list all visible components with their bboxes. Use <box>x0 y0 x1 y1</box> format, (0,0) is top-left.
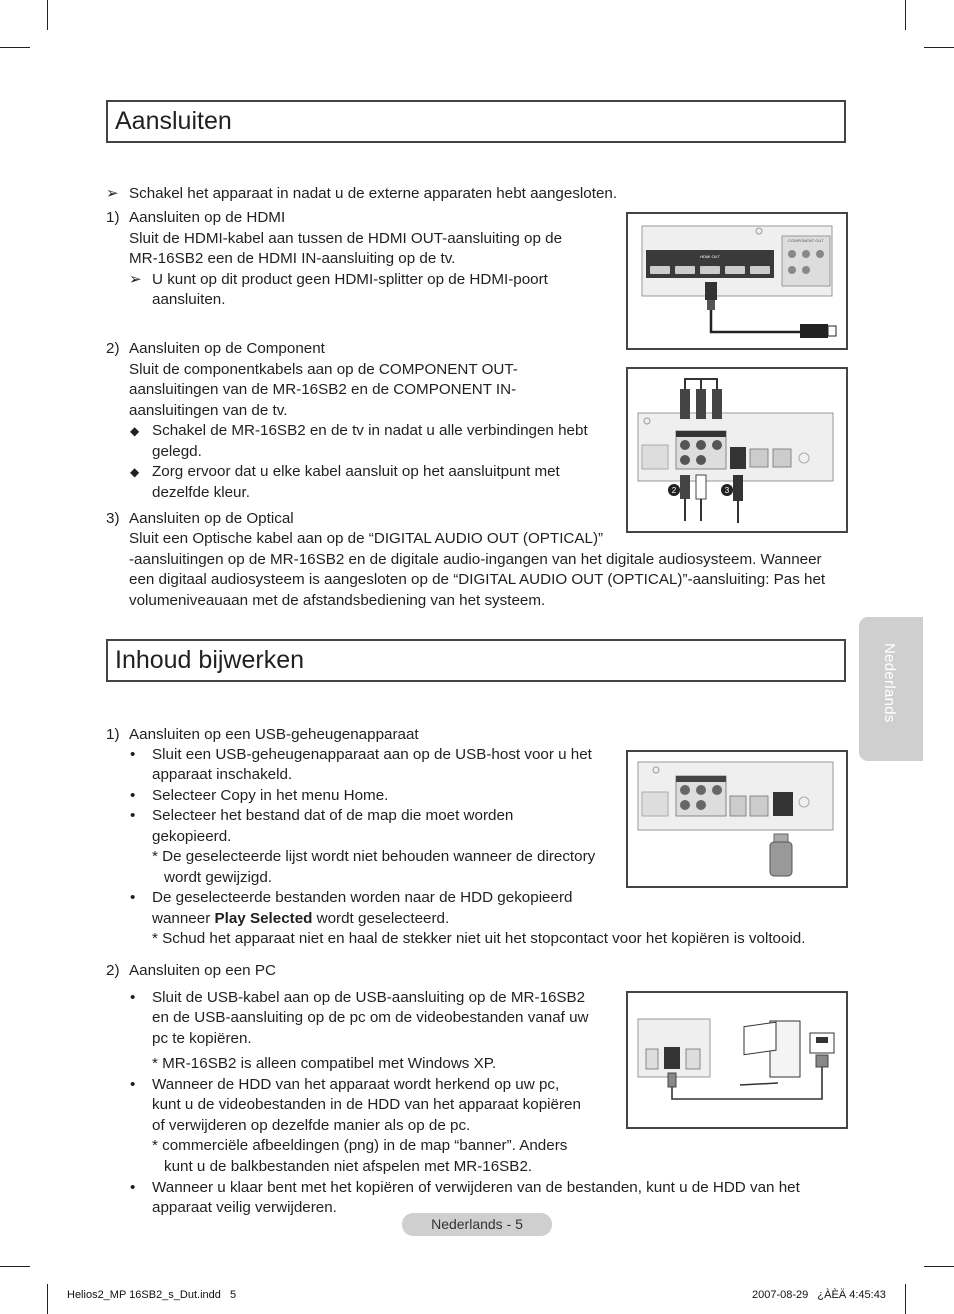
bullet-text: gelegd. <box>152 443 202 460</box>
crop-mark <box>47 0 48 30</box>
bullet-text: De geselecteerde bestanden worden naar de HDD gekopieerd <box>152 889 573 906</box>
print-footer-right: 2007-08-29 ¿ÀÈÄ 4:45:43 <box>752 1289 886 1301</box>
item-heading: Aansluiten op de Component <box>129 340 325 357</box>
print-footer-left: Helios2_MP 16SB2_s_Dut.indd 5 <box>67 1289 237 1301</box>
bullet-text: Selecteer Copy in het menu Home. <box>152 787 389 804</box>
note-text: * De geselecteerde lijst wordt niet behouden wanneer de directory <box>152 848 596 865</box>
text-segment: wordt geselecteerd. <box>312 910 450 927</box>
body-text: aansluitingen van de tv. <box>129 402 288 419</box>
bullet-text: apparaat inschakeld. <box>152 766 293 783</box>
bullet-text: en de USB-aansluiting op de pc om de videobestanden vanaf uw <box>152 1009 589 1026</box>
crop-mark <box>0 1266 30 1267</box>
note-text: wordt gewijzigd. <box>164 869 273 886</box>
bullet-text: Wanneer de HDD van het apparaat wordt herkend op uw pc, <box>152 1076 560 1093</box>
pc-connection-figure <box>626 991 848 1129</box>
diamond-icon: ◆ <box>130 424 140 438</box>
pc-diagram <box>628 993 846 1127</box>
note-text: U kunt op dit product geen HDMI-splitter op de HDMI-poort <box>152 271 548 288</box>
item-number: 1) <box>106 209 120 226</box>
component-diagram <box>628 369 846 531</box>
usb-memory-diagram <box>628 752 846 886</box>
play-selected-term: Play Selected <box>214 910 313 927</box>
component-connection-figure <box>626 367 848 533</box>
bullet-dot: • <box>130 807 136 824</box>
section-title: Aansluiten <box>115 107 232 135</box>
item-number: 1) <box>106 726 120 743</box>
body-text: Sluit de HDMI-kabel aan tussen de HDMI OUT-aansluiting op de <box>129 230 563 247</box>
item-number: 2) <box>106 962 120 979</box>
body-text: MR-16SB2 een de HDMI IN-aansluiting op de tv. <box>129 250 456 267</box>
note-text: kunt u de balkbestanden niet afspelen met MR-16SB2. <box>164 1158 533 1175</box>
bullet-text: Schakel de MR-16SB2 en de tv in nadat u alle verbindingen hebt <box>152 422 588 439</box>
bullet-text: apparaat veilig verwijderen. <box>152 1199 337 1216</box>
section-title: Inhoud bijwerken <box>115 646 305 674</box>
body-text: volumeniveauaan met de afstandsbediening van het systeem. <box>129 592 546 609</box>
usb-memory-figure <box>626 750 848 888</box>
bullet-text: dezelfde kleur. <box>152 484 250 501</box>
item-number: 2) <box>106 340 120 357</box>
item-heading: Aansluiten op een PC <box>129 962 276 979</box>
note-text: * Schud het apparaat niet en haal de stekker niet uit het stopcontact voor het kopiëren is voltooid. <box>152 930 806 947</box>
bullet-text: of verwijderen op dezelfde manier als op de pc. <box>152 1117 471 1134</box>
crop-mark <box>924 1266 954 1267</box>
language-side-tab <box>859 617 923 761</box>
intro-text: Schakel het apparaat in nadat u de externe apparaten hebt aangesloten. <box>129 185 618 202</box>
bullet-text: Zorg ervoor dat u elke kabel aansluit op het aansluitpunt met <box>152 463 560 480</box>
item-heading: Aansluiten op de Optical <box>129 510 294 527</box>
bullet-text: Sluit de USB-kabel aan op de USB-aansluiting op de MR-16SB2 <box>152 989 586 1006</box>
text-segment: wanneer <box>152 910 215 927</box>
crop-mark <box>47 1284 48 1314</box>
marker-2: 2 <box>671 486 677 495</box>
side-tab-label: Nederlands <box>881 643 898 723</box>
note-text: * commerciële afbeeldingen (png) in de map “banner”. Anders <box>152 1137 568 1154</box>
body-text: Sluit de componentkabels aan op de COMPONENT OUT- <box>129 361 518 378</box>
section-header-aansluiten <box>106 100 846 143</box>
hdmi-connection-figure <box>626 212 848 350</box>
hdmi-diagram <box>628 214 846 348</box>
bullet-dot: • <box>130 1179 136 1196</box>
crop-mark <box>924 47 954 48</box>
page-number-footer: Nederlands - 5 <box>402 1213 552 1236</box>
note-text: aansluiten. <box>152 291 226 308</box>
note-text: * MR-16SB2 is alleen compatibel met Windows XP. <box>152 1055 497 1072</box>
bullet-dot: • <box>130 787 136 804</box>
crop-mark <box>0 47 30 48</box>
bullet-text: gekopieerd. <box>152 828 232 845</box>
body-text: een digitaal audiosysteem is aangesloten op de “DIGITAL AUDIO OUT (OPTICAL)”-aansluiting: Pas het <box>129 571 826 588</box>
body-text: aansluitingen van de MR-16SB2 en de COMPONENT IN- <box>129 381 517 398</box>
bullet-dot: • <box>130 746 136 763</box>
hdmi-out-label: HDMI OUT <box>700 254 720 259</box>
component-out-label: COMPONENT OUT <box>788 238 824 243</box>
bullet-dot: • <box>130 889 136 906</box>
bullet-dot: • <box>130 1076 136 1093</box>
bullet-text: pc te kopiëren. <box>152 1030 252 1047</box>
bullet-dot: • <box>130 989 136 1006</box>
arrow-icon: ➢ <box>129 271 142 288</box>
bullet-text: Sluit een USB-geheugenapparaat aan op de USB-host voor u het <box>152 746 592 763</box>
marker-3: 3 <box>724 486 730 495</box>
crop-mark <box>905 0 906 30</box>
item-heading: Aansluiten op de HDMI <box>129 209 286 226</box>
bullet-text: kunt u de videobestanden in de HDD van het apparaat kopiëren <box>152 1096 581 1113</box>
bullet-text-mixed <box>152 909 449 929</box>
item-number: 3) <box>106 510 120 527</box>
section-header-inhoud-bijwerken <box>106 639 846 682</box>
arrow-icon: ➢ <box>106 185 119 202</box>
body-text: Sluit een Optische kabel aan op de “DIGITAL AUDIO OUT (OPTICAL)” <box>129 530 604 547</box>
item-heading: Aansluiten op een USB-geheugenapparaat <box>129 726 419 743</box>
diamond-icon: ◆ <box>130 465 140 479</box>
crop-mark <box>905 1284 906 1314</box>
bullet-text: Selecteer het bestand dat of de map die moet worden <box>152 807 514 824</box>
body-text: -aansluitingen op de MR-16SB2 en de digitale audio-ingangen van het digitale audiosysteem. Wanneer <box>129 551 822 568</box>
bullet-text: Wanneer u klaar bent met het kopiëren of verwijderen van de bestanden, kunt u de HDD van het <box>152 1179 800 1196</box>
